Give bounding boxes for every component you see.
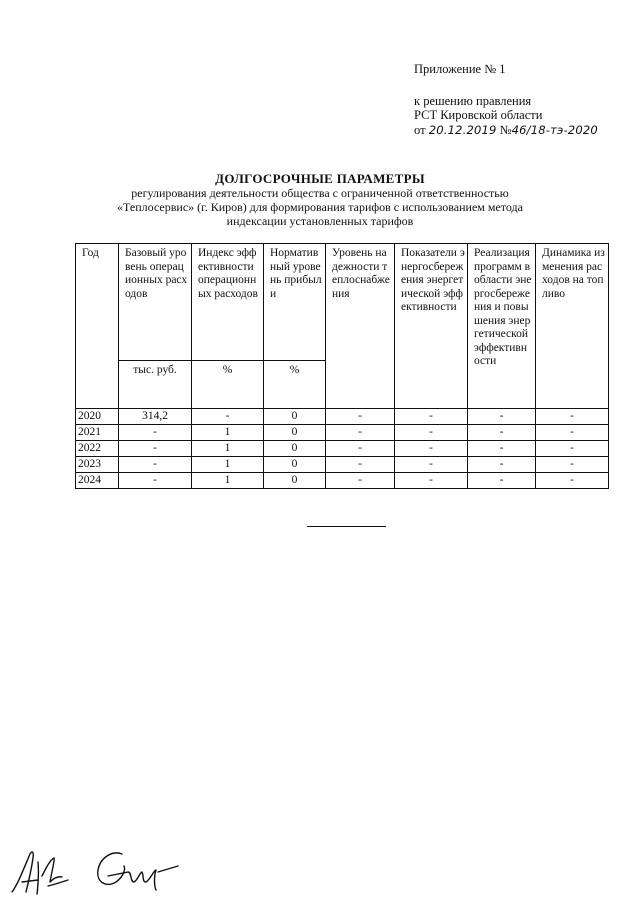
cell-reliability: - bbox=[326, 473, 395, 489]
subtitle-line-2: «Теплосервис» (г. Киров) для формирования тарифов с использованием метода bbox=[117, 200, 523, 214]
cell-index: 1 bbox=[192, 441, 264, 457]
handwritten-number: 46/18-тэ-2020 bbox=[511, 123, 598, 137]
table-row bbox=[76, 409, 609, 425]
cell-reliability: - bbox=[326, 441, 395, 457]
cell-year: 2020 bbox=[76, 409, 119, 425]
unit-efficiency-index: % bbox=[192, 361, 264, 409]
cell-fuel: - bbox=[536, 457, 609, 473]
cell-year: 2023 bbox=[76, 457, 119, 473]
cell-energy: - bbox=[395, 473, 468, 489]
signature-mark-1 bbox=[12, 852, 68, 894]
handwritten-date: 20.12.2019 bbox=[428, 123, 497, 137]
cell-energy: - bbox=[395, 425, 468, 441]
cell-index: 1 bbox=[192, 425, 264, 441]
cell-reliability: - bbox=[326, 425, 395, 441]
cell-base: - bbox=[119, 473, 192, 489]
cell-programs: - bbox=[468, 457, 536, 473]
cell-base: - bbox=[119, 441, 192, 457]
cell-index: - bbox=[192, 409, 264, 425]
header-energy-programs: Реализация программ в области энергосбережения и повышения энергетической эффективности bbox=[468, 244, 536, 409]
subtitle-line-1: регулирования деятельности общества с ограниченной ответственностью bbox=[131, 186, 509, 200]
cell-programs: - bbox=[468, 473, 536, 489]
cell-energy: - bbox=[395, 441, 468, 457]
cell-norm: 0 bbox=[264, 409, 326, 425]
parameters-table bbox=[75, 243, 609, 489]
cell-fuel: - bbox=[536, 409, 609, 425]
unit-normative-profit: % bbox=[264, 361, 326, 409]
appendix-title: Приложение № 1 bbox=[414, 62, 506, 76]
header-year: Год bbox=[76, 244, 119, 409]
number-prefix: № bbox=[499, 123, 512, 137]
cell-norm: 0 bbox=[264, 441, 326, 457]
cell-year: 2022 bbox=[76, 441, 119, 457]
cell-fuel: - bbox=[536, 441, 609, 457]
cell-norm: 0 bbox=[264, 457, 326, 473]
table-row bbox=[76, 457, 609, 473]
cell-energy: - bbox=[395, 409, 468, 425]
table-row bbox=[76, 441, 609, 457]
document-subtitle bbox=[0, 186, 640, 228]
appendix-line-2: РСТ Кировской области bbox=[414, 108, 543, 122]
cell-reliability: - bbox=[326, 409, 395, 425]
header-reliability: Уровень надежности теплоснабжения bbox=[326, 244, 395, 409]
header-base-opex: Базовый уровень операционных расходов bbox=[119, 244, 192, 361]
subtitle-line-3: индексации установленных тарифов bbox=[226, 214, 414, 228]
cell-programs: - bbox=[468, 441, 536, 457]
document-title: ДОЛГОСРОЧНЫЕ ПАРАМЕТРЫ bbox=[215, 171, 425, 186]
signatures bbox=[8, 842, 183, 904]
header-normative-profit: Нормативный уровень прибыли bbox=[264, 244, 326, 361]
cell-year: 2024 bbox=[76, 473, 119, 489]
cell-energy: - bbox=[395, 457, 468, 473]
separator-line bbox=[307, 526, 386, 527]
header-efficiency-index: Индекс эффективности операционных расходов bbox=[192, 244, 264, 361]
appendix-line-1: к решению правления bbox=[414, 94, 532, 108]
table-header-row bbox=[76, 244, 609, 361]
cell-base: 314,2 bbox=[119, 409, 192, 425]
cell-norm: 0 bbox=[264, 473, 326, 489]
cell-programs: - bbox=[468, 409, 536, 425]
date-prefix: от bbox=[414, 123, 426, 137]
cell-base: - bbox=[119, 457, 192, 473]
table-row bbox=[76, 425, 609, 441]
cell-programs: - bbox=[468, 425, 536, 441]
table-row bbox=[76, 473, 609, 489]
header-energy-indicators: Показатели энергосбережения энергетической эффективности bbox=[395, 244, 468, 409]
signature-mark-2 bbox=[98, 853, 178, 890]
cell-year: 2021 bbox=[76, 425, 119, 441]
cell-index: 1 bbox=[192, 473, 264, 489]
cell-reliability: - bbox=[326, 457, 395, 473]
header-fuel-dynamics: Динамика изменения расходов на топливо bbox=[536, 244, 609, 409]
appendix-date-line bbox=[414, 123, 598, 138]
cell-fuel: - bbox=[536, 425, 609, 441]
cell-base: - bbox=[119, 425, 192, 441]
cell-fuel: - bbox=[536, 473, 609, 489]
cell-norm: 0 bbox=[264, 425, 326, 441]
unit-base-opex: тыс. руб. bbox=[119, 361, 192, 409]
cell-index: 1 bbox=[192, 457, 264, 473]
